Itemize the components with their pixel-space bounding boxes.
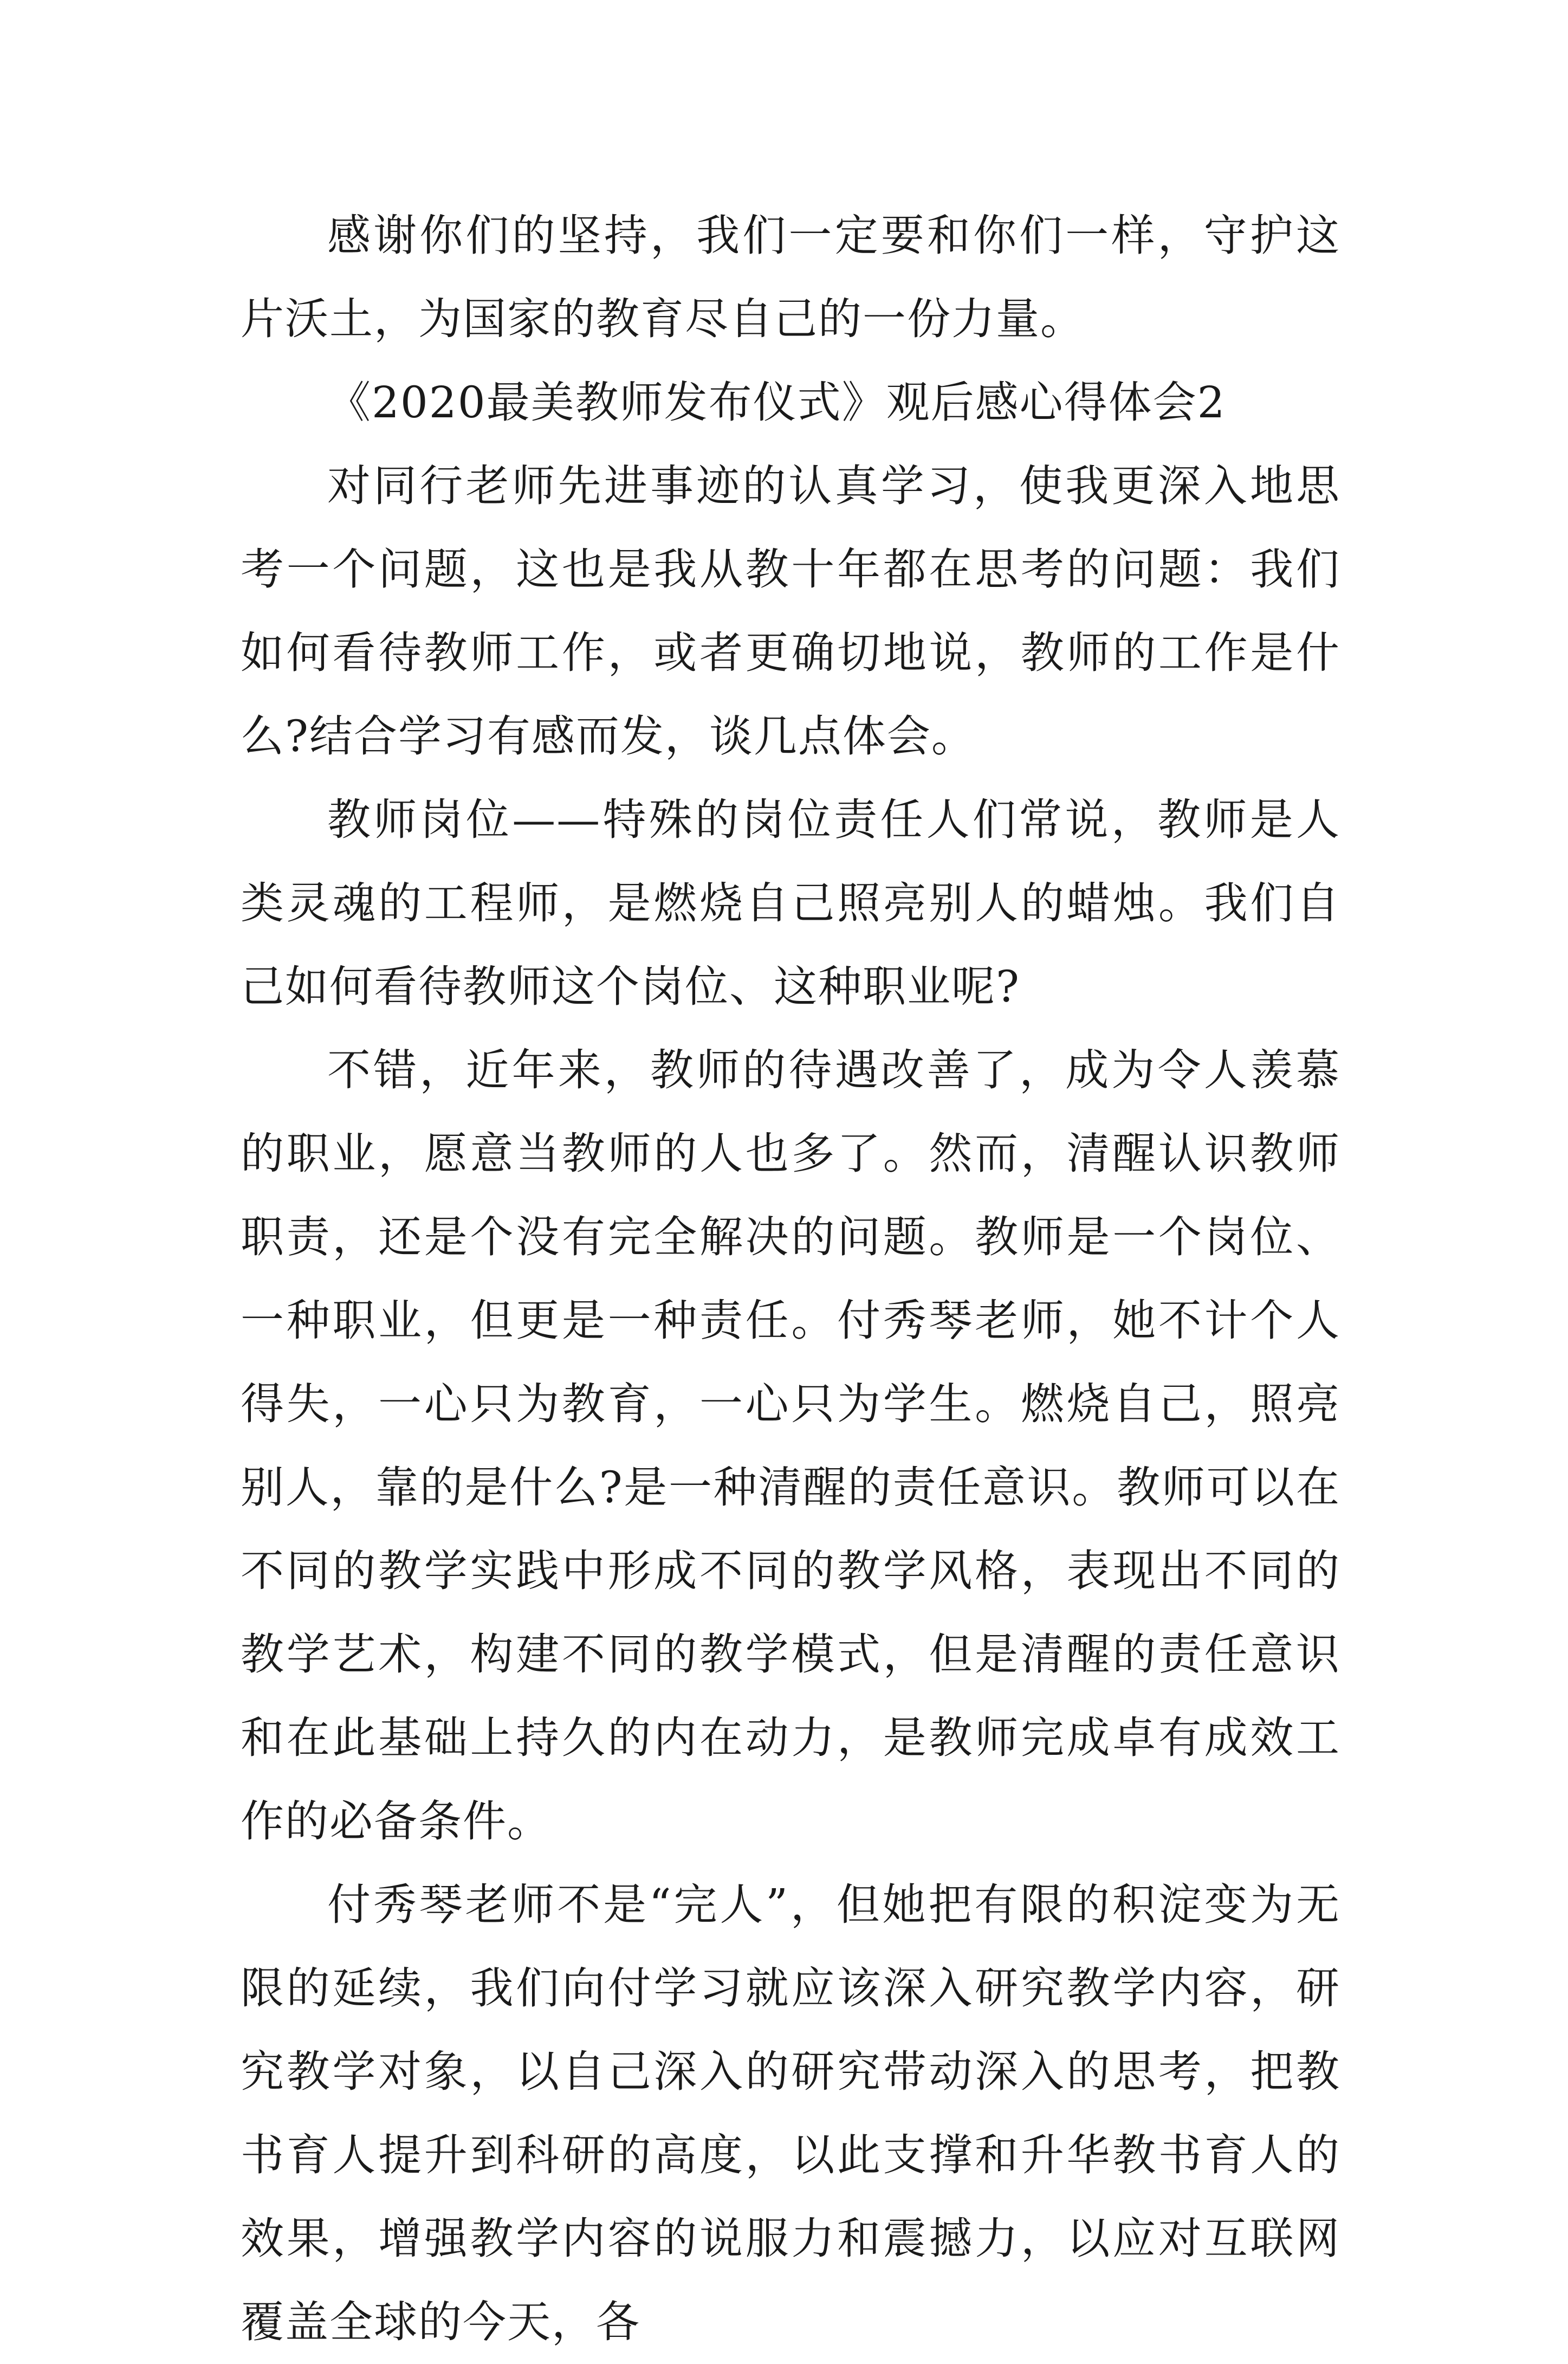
- paragraph-thanks: 感谢你们的坚持，我们一定要和你们一样，守护这片沃土，为国家的教育尽自己的一份力量。: [241, 210, 1340, 344]
- document-body: [241, 194, 1340, 2364]
- paragraph-responsibility: 不错，近年来，教师的待遇改善了，成为令人羡慕的职业，愿意当教师的人也多了。然而，清醒认识教师职责，还是个没有完全解决的问题。教师是一个岗位、一种职业，但更是一种责任。付秀琴老师，她不计个人得失，一心只为教育，一心只为学生。燃烧自己，照亮别人，靠的是什么?是一种清醒的责任意识。教师可以在不同的教学实践中形成不同的教学风格，表现出不同的教学艺术，构建不同的教学模式，但是清醒的责任意识和在此基础上持久的内在动力，是教师完成卓有成效工作的必备条件。: [241, 1045, 1340, 1846]
- section-heading: 《2020最美教师发布仪式》观后感心得体会2: [327, 377, 1226, 428]
- paragraph-fu-xiuqin: 付秀琴老师不是“完人”，但她把有限的积淀变为无限的延续，我们向付学习就应该深入研究教学内容，研究教学对象，以自己深入的研究带动深入的思考，把教书育人提升到科研的高度，以此支撑和升华教书育人的效果，增强教学内容的说服力和震撼力，以应对互联网覆盖全球的今天，各: [241, 1879, 1340, 2347]
- paragraph-intro: 对同行老师先进事迹的认真学习，使我更深入地思考一个问题，这也是我从教十年都在思考的问题：我们如何看待教师工作，或者更确切地说，教师的工作是什么?结合学习有感而发，谈几点体会。: [241, 461, 1340, 761]
- paragraph-teacher-post: 教师岗位——特殊的岗位责任人们常说，教师是人类灵魂的工程师，是燃烧自己照亮别人的蜡烛。我们自己如何看待教师这个岗位、这种职业呢?: [241, 795, 1340, 1012]
